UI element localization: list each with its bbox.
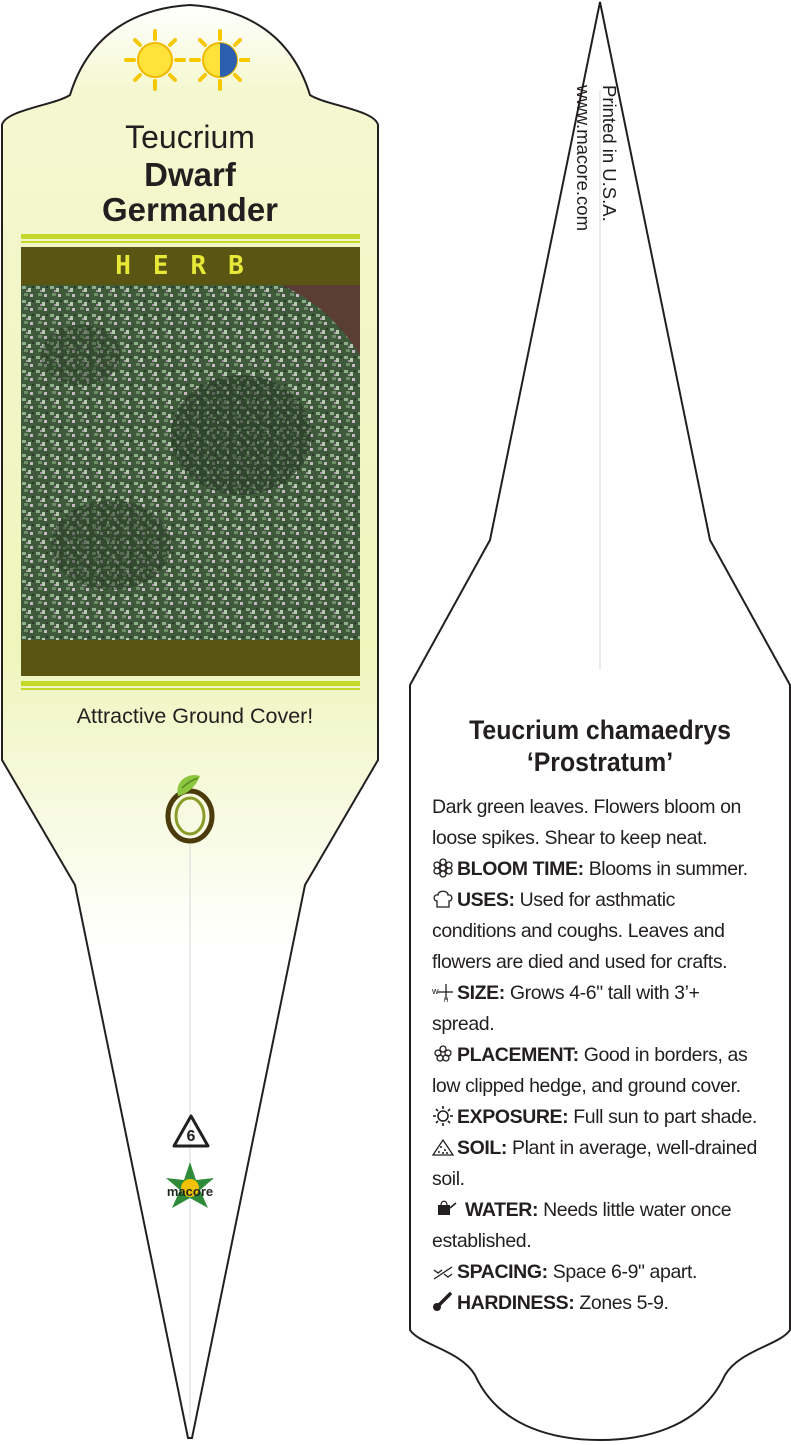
uses-label: USES: [457, 889, 515, 911]
spacing-row [432, 1257, 762, 1288]
sun-outline-icon [432, 1106, 454, 1126]
water-value: Needs little water once established. [432, 1199, 732, 1252]
accent-stripe-thin [21, 241, 360, 243]
soil-mound-icon [432, 1137, 454, 1157]
uses-value: Used for asthmatic conditions and coughs. Leaves and flowers are died and used for crafts. [432, 889, 728, 973]
full-sun-icon [126, 31, 184, 89]
sun-icons [120, 28, 250, 92]
flower-icon [432, 858, 454, 878]
bloom-time-label: BLOOM TIME: [457, 858, 584, 880]
water-label: WATER: [465, 1199, 539, 1221]
brand-name: macore [166, 1184, 214, 1199]
photo-bottom-band [21, 640, 360, 676]
accent-stripe-lower-thin [21, 688, 360, 690]
placement-row [432, 1040, 762, 1102]
category-label: HERB [115, 251, 266, 281]
website: www.macore.com [573, 85, 594, 231]
chef-hat-icon [432, 889, 454, 909]
common-name-line2: Germander [101, 191, 279, 228]
leaf-swirl-icon [160, 768, 220, 848]
svg-text:H: H [444, 998, 448, 1002]
soil-label: SOIL: [457, 1137, 507, 1159]
placement-label: PLACEMENT: [457, 1044, 579, 1066]
spacing-value: Space 6-9" apart. [547, 1261, 698, 1283]
soil-row [432, 1133, 762, 1195]
botanical-line2: ‘Prostratum’ [526, 747, 674, 777]
bloom-time-value: Blooms in summer. [583, 858, 748, 880]
bloom-time-row [432, 854, 762, 885]
size-row [432, 978, 762, 1040]
genus-title: Teucrium [125, 119, 255, 155]
hardiness-value: Zones 5-9. [574, 1292, 669, 1314]
accent-stripe [21, 234, 360, 239]
spacing-sprouts-icon [432, 1261, 454, 1281]
soil-value: Plant in average, well-drained soil. [432, 1137, 757, 1190]
part-sun-icon [191, 31, 249, 89]
thermometer-icon [432, 1292, 454, 1312]
slogan: Attractive Ground Cover! [76, 704, 314, 728]
botanical-name [434, 714, 765, 778]
description: Dark green leaves. Flowers bloom on loose spikes. Shear to keep neat. [432, 796, 741, 849]
size-label: SIZE: [457, 982, 505, 1004]
plant-placement-icon [432, 1044, 454, 1064]
botanical-line1: Teucrium chamaedrys [469, 715, 731, 745]
printed-in: Printed in U.S.A. [599, 85, 620, 222]
care-info [432, 792, 762, 1319]
size-value: Grows 4-6" tall with 3’+ spread. [432, 982, 700, 1035]
plant-photo [21, 285, 360, 640]
hardiness-label: HARDINESS: [457, 1292, 575, 1314]
svg-text:W: W [432, 989, 439, 996]
exposure-label: EXPOSURE: [457, 1106, 569, 1128]
hardiness-row [432, 1288, 762, 1319]
water-row [432, 1195, 762, 1257]
placement-value: Good in borders, as low clipped hedge, and ground cover. [432, 1044, 748, 1097]
exposure-value: Full sun to part shade. [568, 1106, 758, 1128]
uses-row [432, 885, 762, 978]
common-name-line1: Dwarf [144, 156, 236, 193]
spacing-label: SPACING: [457, 1261, 548, 1283]
exposure-row [432, 1102, 762, 1133]
accent-stripe-lower [21, 681, 360, 686]
size-arrows-icon [432, 982, 454, 1002]
recycle-number: 6 [186, 1128, 196, 1145]
watering-can-icon [432, 1199, 462, 1219]
